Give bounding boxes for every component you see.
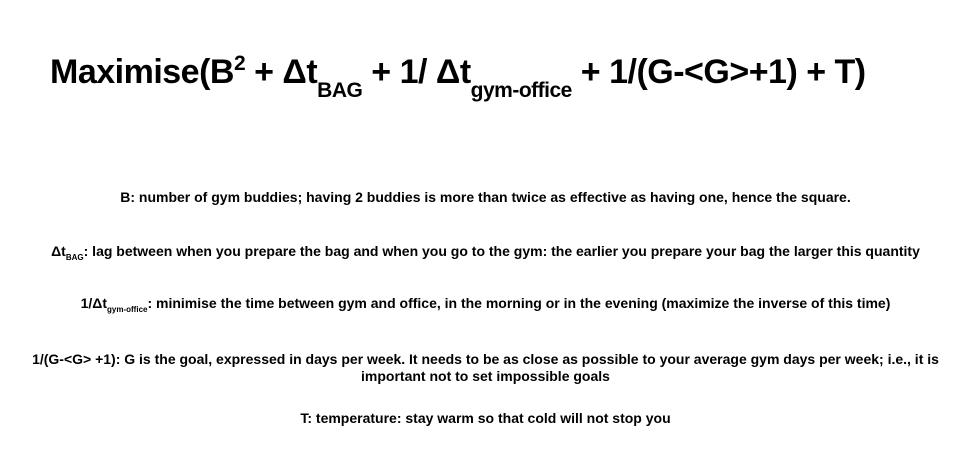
definition-temperature-text: T: temperature: stay warm so that cold will not stop you: [300, 410, 671, 426]
definition-b-text: B: number of gym buddies; having 2 buddies is more than twice as effective as having one, hence the square.: [120, 189, 851, 205]
formula-prefix: Maximise(B: [50, 53, 234, 91]
definition-temperature: [0, 410, 971, 427]
formula-suffix: + 1/(G-<G>+1) + T): [571, 53, 866, 91]
formula-subscript-gym-office: gym-office: [470, 79, 572, 102]
definition-dt-bag-text: : lag between when you prepare the bag and when you go to the gym: the earlier you prepare your bag the larger this quantity: [83, 243, 920, 259]
definition-dt-gym-symbol: 1/Δt: [80, 295, 108, 311]
main-formula: [50, 52, 866, 102]
definition-dt-bag-subscript: BAG: [65, 253, 84, 262]
definition-dt-gym-subscript: gym-office: [107, 305, 148, 314]
formula-exponent-b: 2: [233, 52, 246, 75]
definition-goal: [0, 351, 971, 385]
definition-dt-bag-symbol: Δt: [51, 243, 66, 259]
definition-goal-line2: important not to set impossible goals: [361, 368, 610, 384]
definition-dt-gym-text: : minimise the time between gym and office, in the morning or in the evening (maximize the inverse of this time): [147, 295, 891, 311]
definition-b: [0, 189, 971, 206]
formula-subscript-bag: BAG: [317, 79, 363, 102]
formula-term-dt-bag: + Δt: [245, 53, 318, 91]
definition-dt-bag: [0, 243, 971, 262]
definition-goal-line1: 1/(G-<G> +1): G is the goal, expressed in days per week. It needs to be as close as possible to your average gym days per week; i.e., it is: [32, 351, 939, 367]
definition-dt-gym-office: [0, 295, 971, 314]
formula-term-dt-gym: + 1/ Δt: [362, 53, 471, 91]
